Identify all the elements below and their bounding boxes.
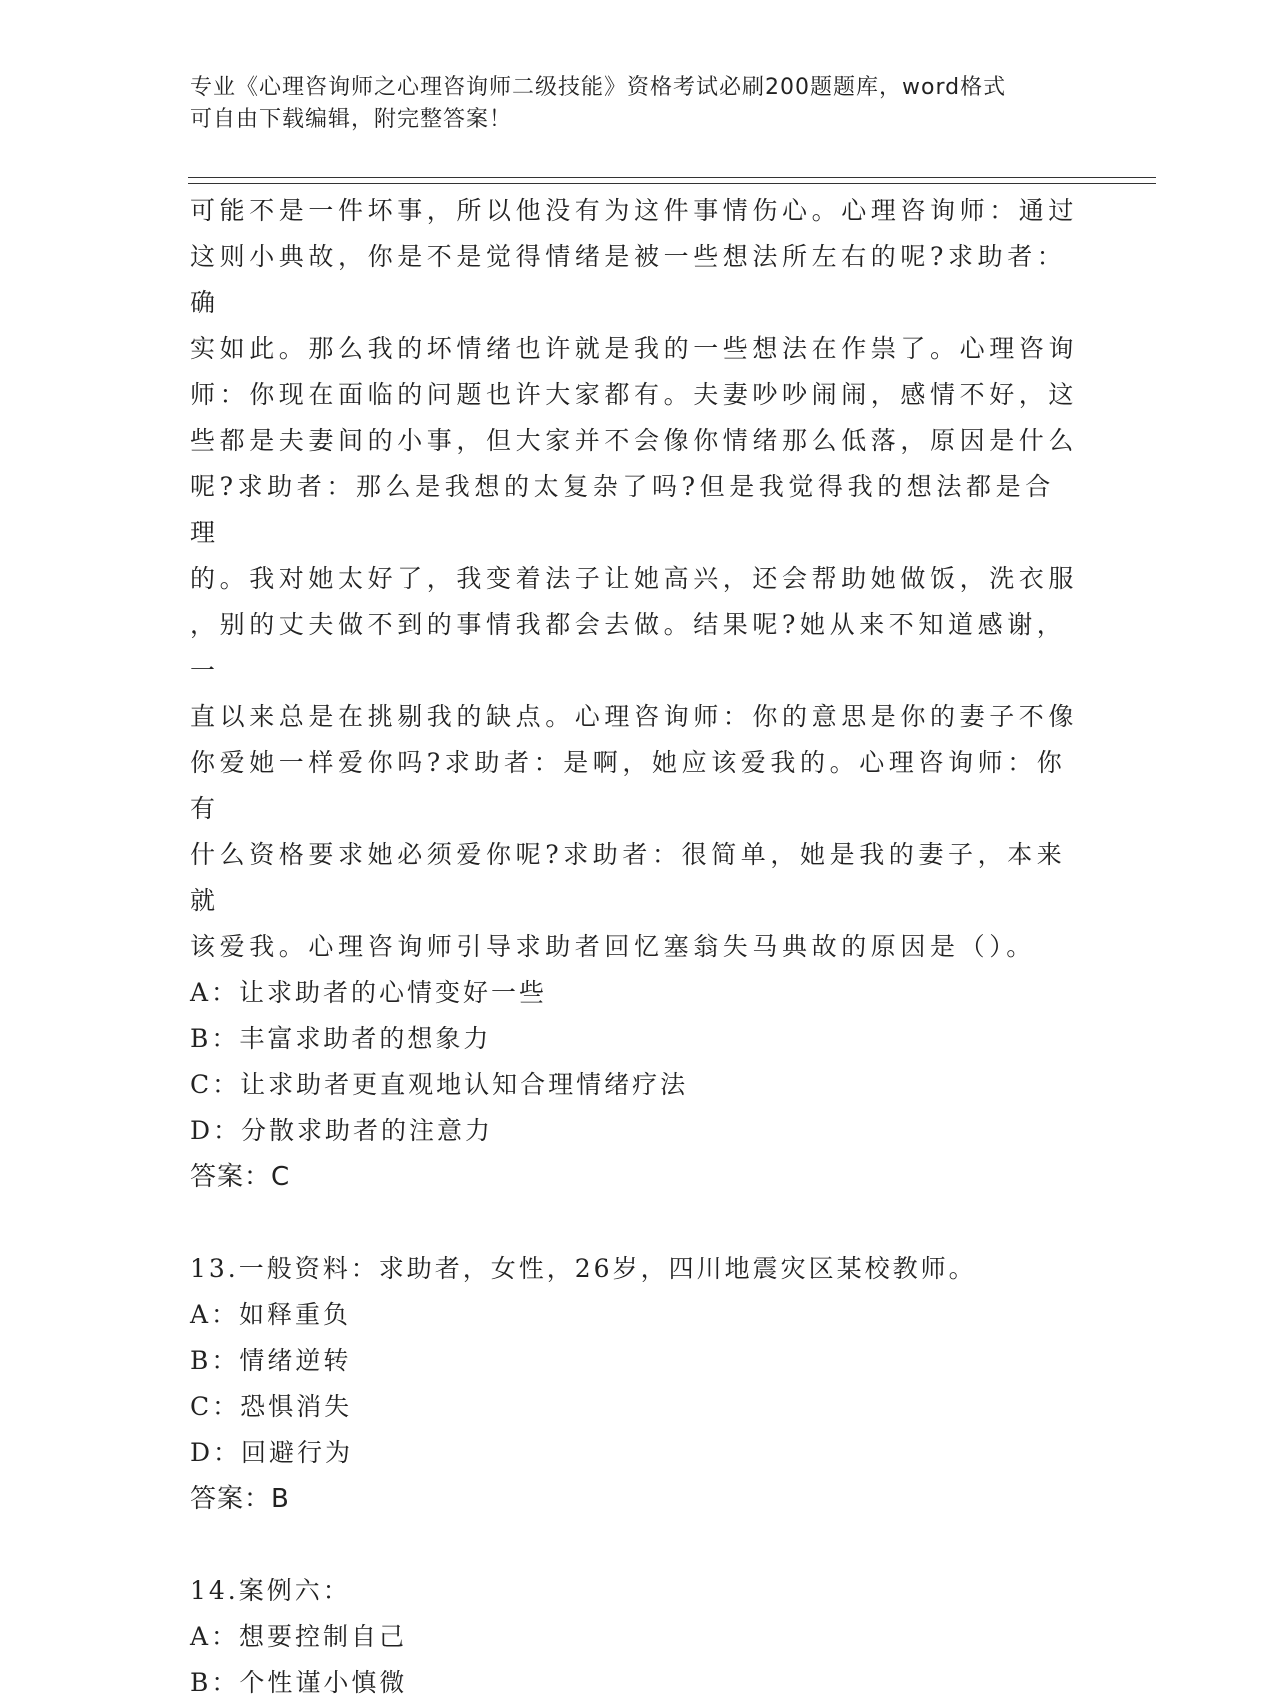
option-d: D：回避行为 <box>190 1438 354 1467</box>
option-a: A：如释重负 <box>190 1300 352 1329</box>
question-13-stem: 13.一般资料：求助者，女性，26岁，四川地震灾区某校教师。 <box>190 1254 977 1283</box>
stem-line: 的。我对她太好了，我变着法子让她高兴，还会帮助她做饭，洗衣服 <box>190 564 1079 593</box>
option-c: C：恐惧消失 <box>190 1392 353 1421</box>
spacer <box>190 1522 1080 1568</box>
stem-line: 实如此。那么我的坏情绪也许就是我的一些想法在作祟了。心理咨询 <box>190 334 1079 363</box>
stem-line: 直以来总是在挑剔我的缺点。心理咨询师：你的意思是你的妻子不像 <box>190 702 1079 731</box>
option-c: C：让求助者更直观地认知合理情绪疗法 <box>190 1070 689 1099</box>
header-rule-bottom <box>188 183 1156 184</box>
stem-line: 什么资格要求她必须爱你呢?求助者：很简单，她是我的妻子，本来就 <box>190 840 1067 915</box>
stem-line: 些都是夫妻间的小事，但大家并不会像你情绪那么低落，原因是什么 <box>190 426 1079 455</box>
option-a: A：想要控制自己 <box>190 1622 408 1651</box>
stem-line: 该爱我。心理咨询师引导求助者回忆塞翁失马典故的原因是（）。 <box>190 932 1036 961</box>
option-d: D：分散求助者的注意力 <box>190 1116 494 1145</box>
stem-line: 你爱她一样爱你吗?求助者：是啊，她应该爱我的。心理咨询师：你有 <box>190 748 1067 823</box>
option-b: B：丰富求助者的想象力 <box>190 1024 492 1053</box>
header-line-2: 可自由下载编辑，附完整答案！ <box>190 107 513 132</box>
option-b: B：情绪逆转 <box>190 1346 352 1375</box>
stem-line: 可能不是一件坏事，所以他没有为这件事情伤心。心理咨询师：通过 <box>190 196 1079 225</box>
question-14-stem: 14.案例六： <box>190 1576 351 1605</box>
stem-line: 师：你现在面临的问题也许大家都有。夫妻吵吵闹闹，感情不好，这 <box>190 380 1079 409</box>
document-header <box>190 72 1090 136</box>
question-13 <box>190 1246 1080 1522</box>
question-12-stem <box>190 188 1080 970</box>
question-12 <box>190 188 1080 1200</box>
option-a: A：让求助者的心情变好一些 <box>190 978 548 1007</box>
header-line-1: 专业《心理咨询师之心理咨询师二级技能》资格考试必刷200题题库，word格式 <box>190 75 1007 100</box>
stem-line: 这则小典故，你是不是觉得情绪是被一些想法所左右的呢?求助者：确 <box>190 242 1067 317</box>
answer: 答案：C <box>190 1162 291 1192</box>
spacer <box>190 1200 1080 1246</box>
stem-line: ，别的丈夫做不到的事情我都会去做。结果呢?她从来不知道感谢，一 <box>190 610 1067 685</box>
stem-line: 呢?求助者：那么是我想的太复杂了吗?但是我觉得我的想法都是合理 <box>190 472 1055 547</box>
option-b: B：个性谨小慎微 <box>190 1668 408 1697</box>
header-rule-top <box>188 177 1156 178</box>
question-14 <box>190 1568 1080 1706</box>
document-body <box>190 188 1080 1706</box>
answer: 答案：B <box>190 1484 290 1514</box>
